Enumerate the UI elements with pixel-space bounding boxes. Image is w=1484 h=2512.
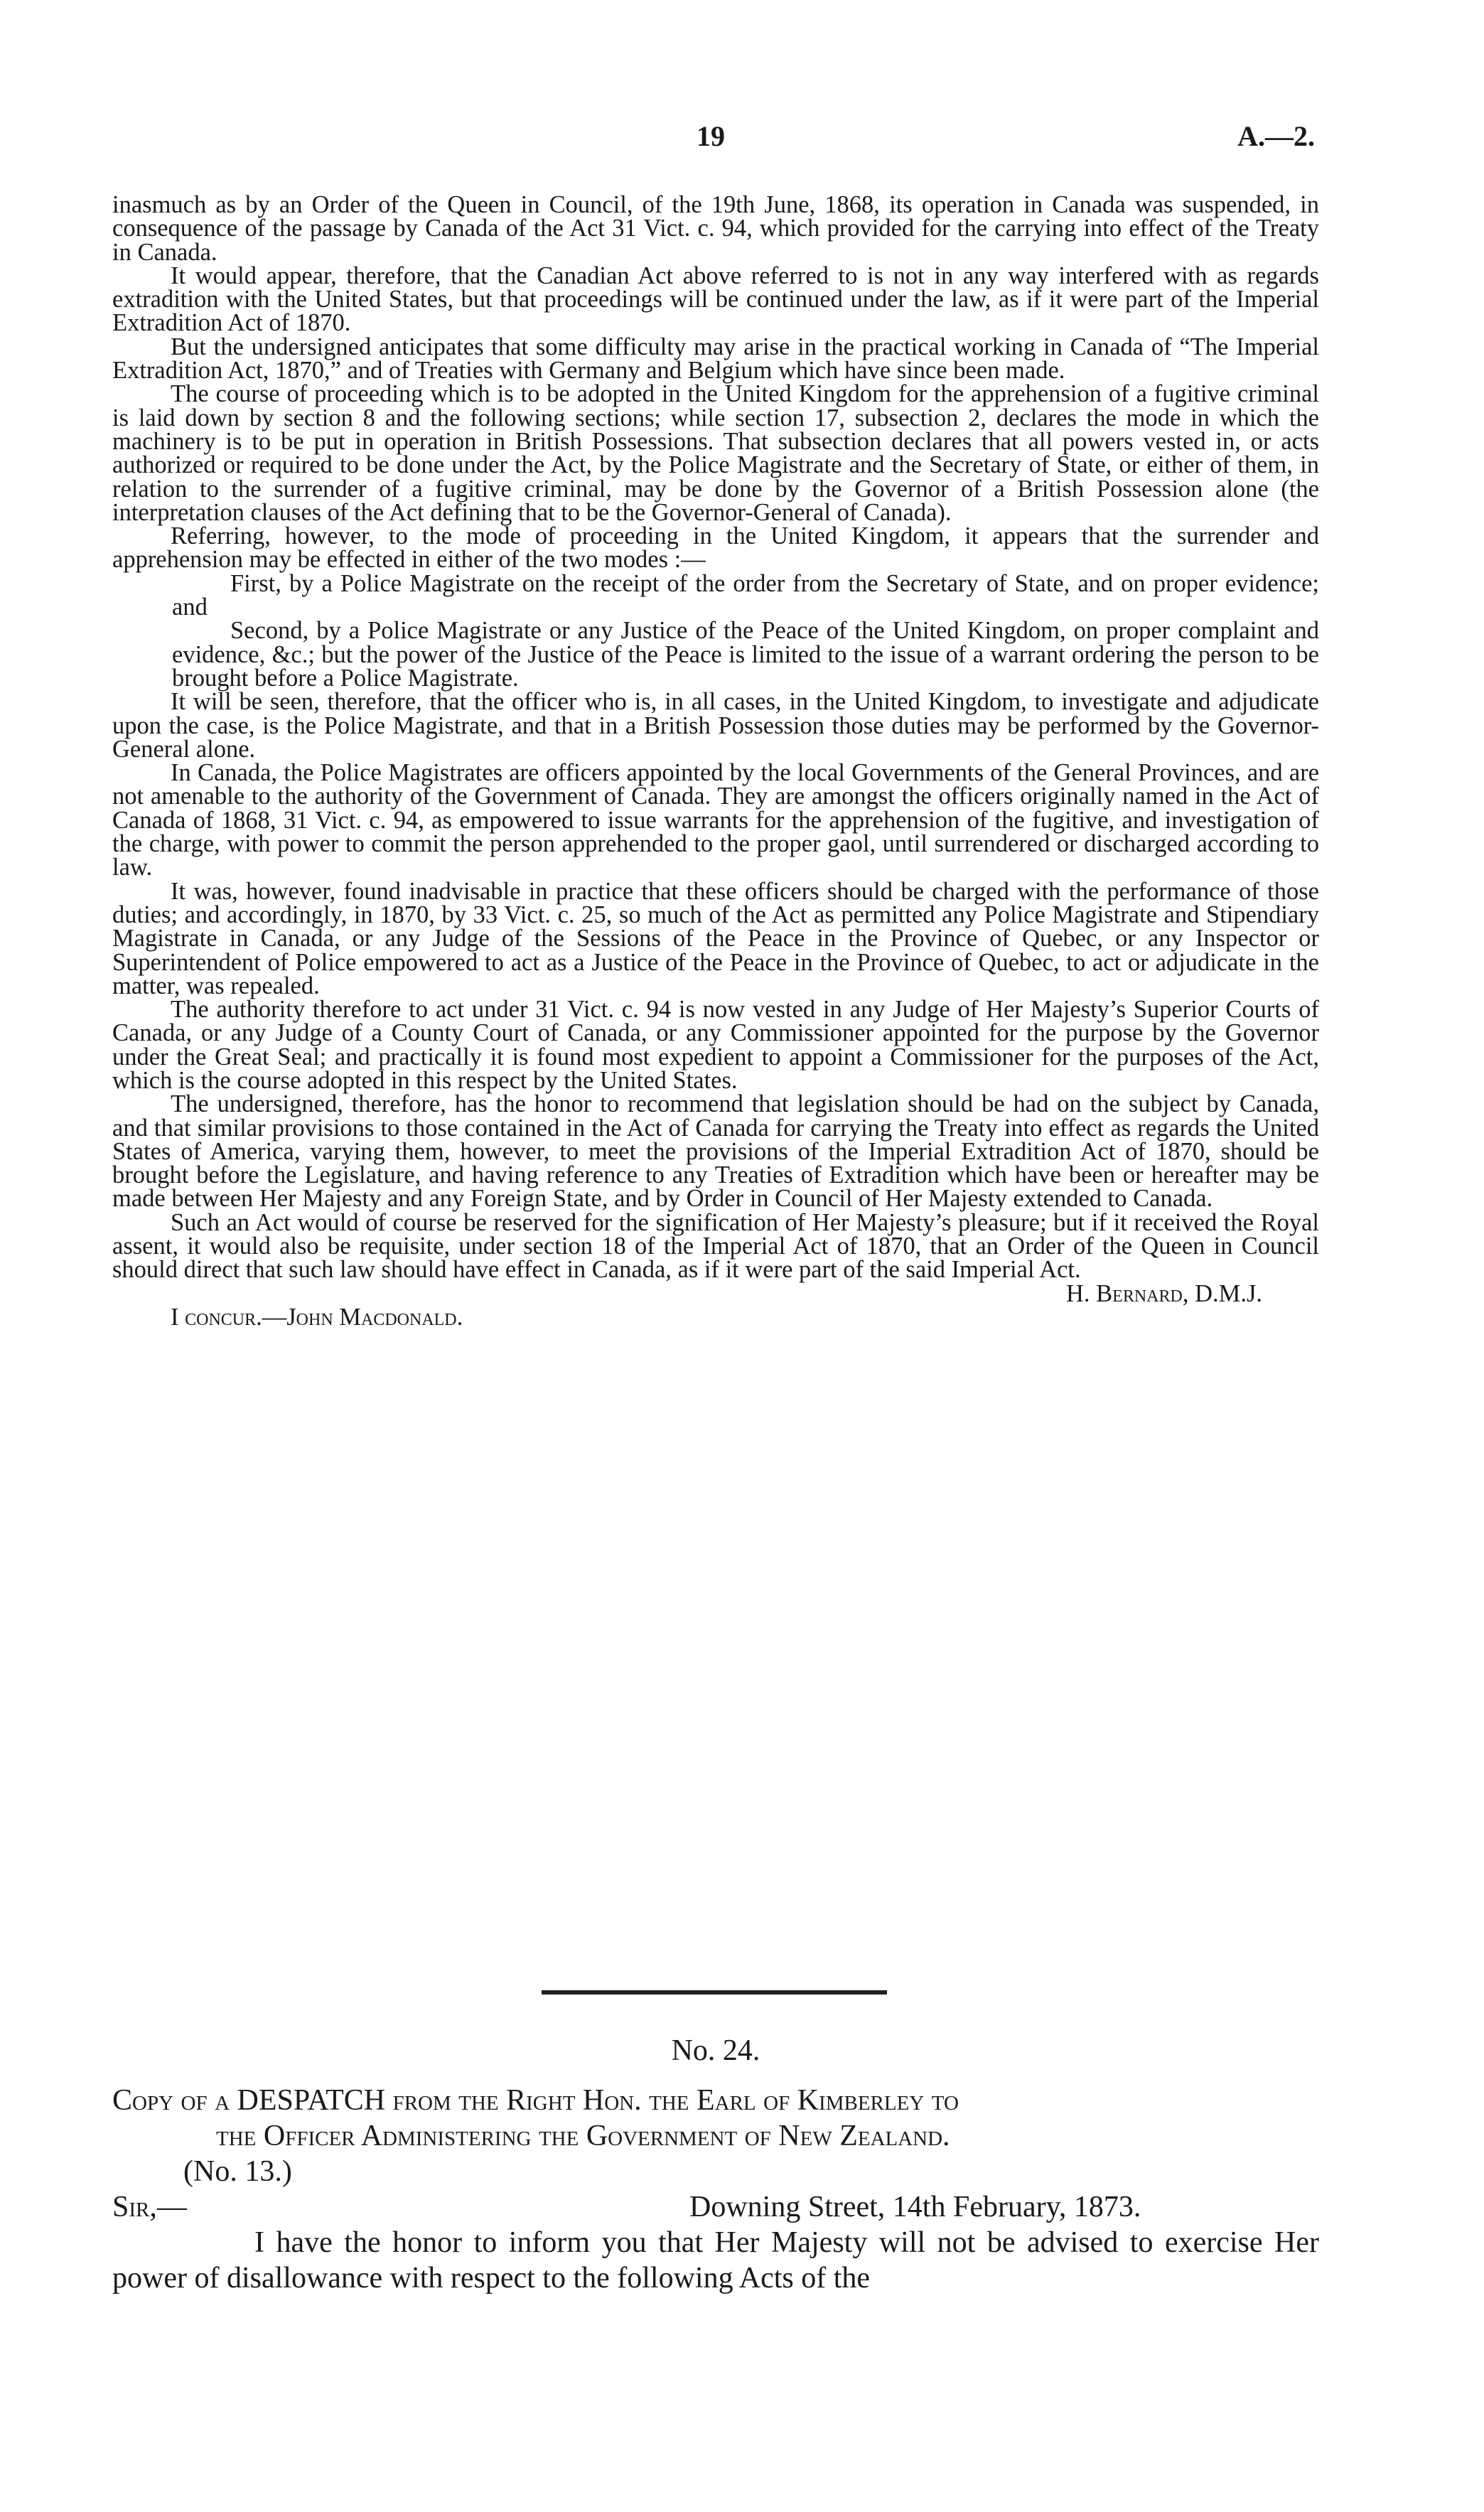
mode-item-second: Second, by a Police Magistrate or any Justice of the Peace of the United Kingdom, on proper complaint and evidence, &c.; but the power of the Justice of the Peace is limited to the issue of a warrant ordering the person to be brought before a Police Magistrate.: [172, 617, 1319, 692]
page-number: 19: [697, 120, 725, 152]
concurrence: I concur.—John Macdonald.: [171, 1303, 463, 1331]
paragraph: The undersigned, therefore, has the honor to recommend that legislation should be had on the subject by Canada, and that similar provisions to those contained in the Act of Canada for carrying the Treaty into effect as regards the United States of America, varying them, however, to meet the provisions of the Imperial Extradition Act of 1870, should be brought before the Legislature, and having reference to any Treaties of Extradition which have been or hereafter may be made between Her Majesty and any Foreign State, and by Order in Council of Her Majesty extended to Canada.: [112, 1090, 1319, 1213]
series-label: A.—2.: [1237, 120, 1315, 152]
despatch-number: No. 24.: [671, 2034, 760, 2067]
paragraph: It will be seen, therefore, that the officer who is, in all cases, in the United Kingdom, to investigate and adjudicate upon the case, is the Police Magistrate, and that in a British Possession those duties may be performed by the Governor-General alone.: [112, 688, 1319, 763]
paragraph: Such an Act would of course be reserved for the signification of Her Majesty’s pleasure; but if it received the Royal assent, it would also be requisite, under section 18 of the Imperial Act of 1870, that an Order of the Queen in Council should direct that such law should have effect in Canada, as if it were part of the said Imperial Act.: [112, 1208, 1319, 1284]
despatch-heading-line-2: the Officer Administering the Government of New Zealand.: [216, 2120, 950, 2152]
paragraph: Referring, however, to the mode of proceeding in the United Kingdom, it appears that the surrender and apprehension may be effected in either of the two modes :—: [112, 522, 1319, 574]
salutation: Sir,—: [112, 2191, 187, 2223]
paragraph: inasmuch as by an Order of the Queen in Council, of the 19th June, 1868, its operation in Canada was suspended, in consequence of the passage by Canada of the Act 31 Vict. c. 94, which provided for the carrying into effect of the Treaty in Canada.: [112, 191, 1319, 266]
paragraph: But the undersigned anticipates that some difficulty may arise in the practical working in Canada of “The Imperial Extradition Act, 1870,” and of Treaties with Germany and Belgium which have since been made.: [112, 333, 1319, 385]
page-header: [107, 119, 1315, 162]
paragraph: The course of proceeding which is to be adopted in the United Kingdom for the apprehension of a fugitive criminal is laid down by section 8 and the following sections; while section 17, subsection 2, declares the mode in which the machinery is to be put in operation in British Possessions. That subsection declares that all powers vested in, or acts authorized or required to be done under the Act, by the Police Magistrate and the Secretary of State, or either of them, in relation to the surrender of a fugitive criminal, may be done by the Governor of a British Possession alone (the interpretation clauses of the Act defining that to be the Governor-General of Canada).: [112, 380, 1319, 526]
despatch-heading-line-1: Copy of a DESPATCH from the Right Hon. the Earl of Kimberley to: [112, 2084, 959, 2117]
despatch-section: [112, 2033, 1319, 2296]
despatch-reference: (No. 13.): [183, 2155, 292, 2188]
memorandum-body: [112, 193, 1319, 1329]
mode-item-first: First, by a Police Magistrate on the receipt of the order from the Secretary of State, and on proper evidence; and: [172, 569, 1319, 621]
despatch-body: I have the honor to inform you that Her Majesty will not be advised to exercise Her power of disallowance with respect to the following Acts of the: [112, 2226, 1319, 2294]
paragraph: In Canada, the Police Magistrates are officers appointed by the local Governments of the General Provinces, and are not amenable to the authority of the Government of Canada. They are amongst the officers originally named in the Act of Canada of 1868, 31 Vict. c. 94, as empowered to issue warrants for the apprehension of the fugitive, and investigation of the charge, with power to commit the person apprehended to the proper gaol, until surrendered or discharged according to law.: [112, 759, 1319, 881]
dateline: Downing Street, 14th February, 1873.: [689, 2191, 1141, 2223]
signature: H. Bernard, D.M.J.: [1066, 1279, 1262, 1307]
section-divider: [542, 1990, 887, 1995]
paragraph: It was, however, found inadvisable in practice that these officers should be charged with the performance of those duties; and accordingly, in 1870, by 33 Vict. c. 25, so much of the Act as permitted any Police Magistrate and Stipendiary Magistrate in Canada, or any Judge of the Sessions of the Peace in the Province of Quebec, or any Inspector or Superintendent of Police empowered to act as a Justice of the Peace in the Province of Quebec, to act or adjudicate in the matter, was repealed.: [112, 877, 1319, 999]
salutation-row: [112, 2189, 1319, 2225]
paragraph: It would appear, therefore, that the Canadian Act above referred to is not in any way interfered with as regards extradition with the United States, but that proceedings will be continued under the law, as if it were part of the Imperial Extradition Act of 1870.: [112, 262, 1319, 337]
paragraph: The authority therefore to act under 31 Vict. c. 94 is now vested in any Judge of Her Majesty’s Superior Courts of Canada, or any Judge of a County Court of Canada, or any Commissioner appointed for the purpose by the Governor under the Great Seal; and practically it is found most expedient to appoint a Commissioner for the purposes of the Act, which is the course adopted in this respect by the United States.: [112, 996, 1319, 1094]
